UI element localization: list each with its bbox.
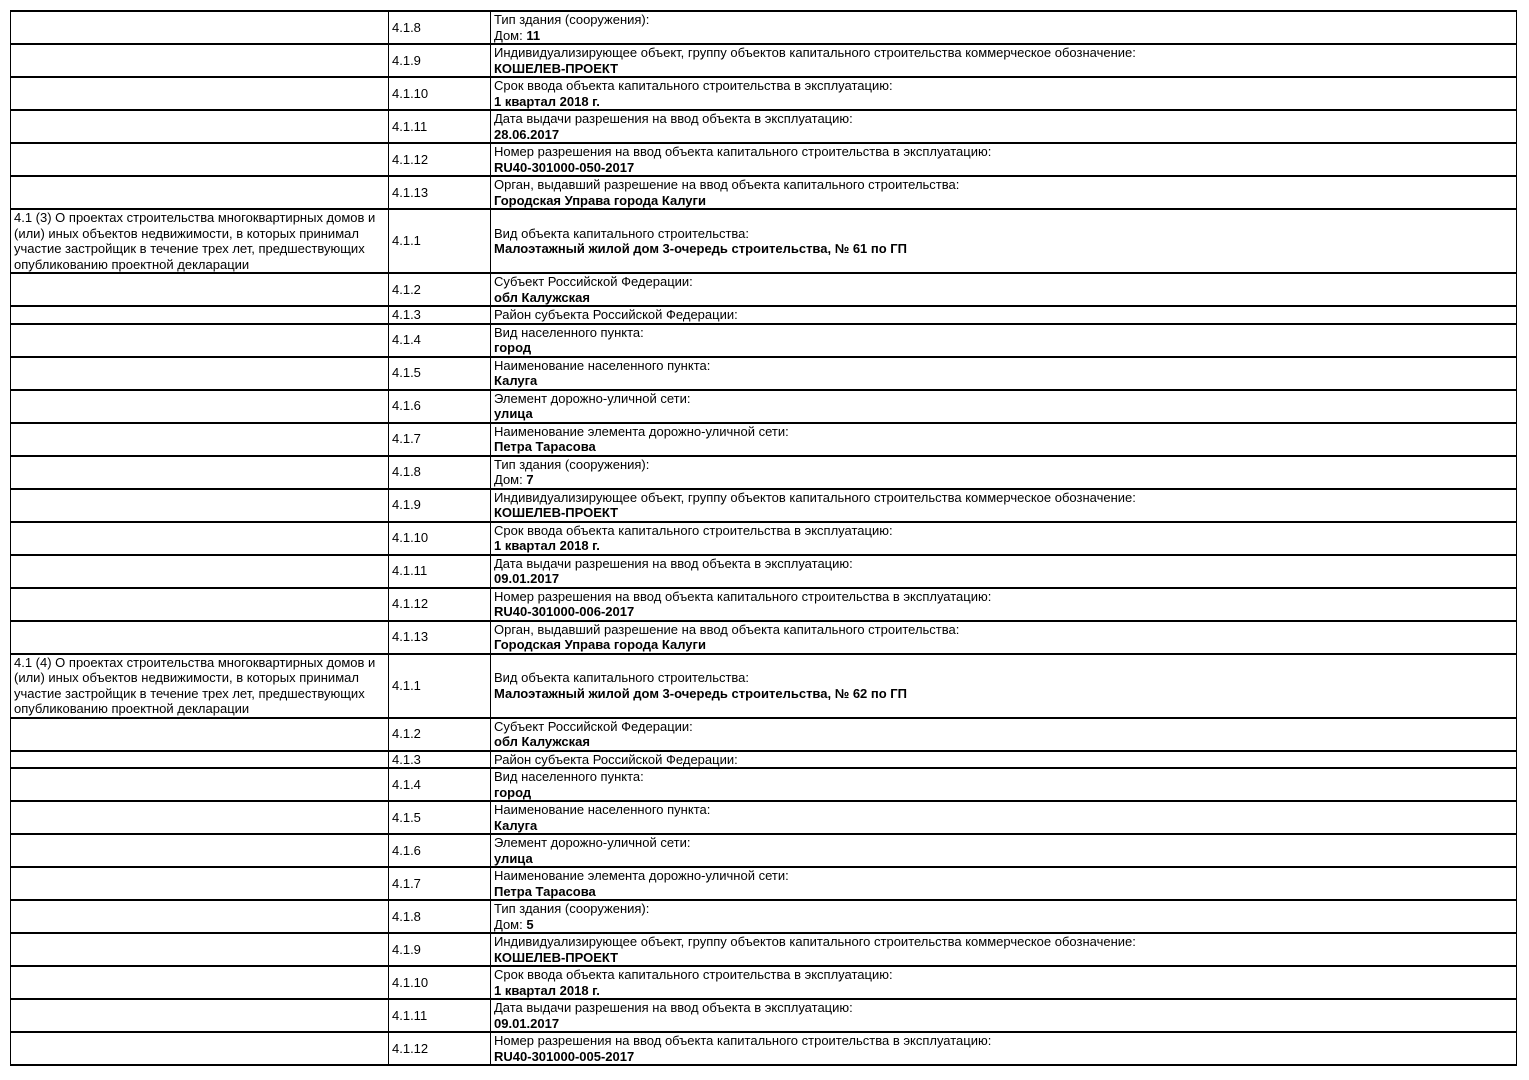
table-row: [11, 801, 1517, 834]
field-cell: [491, 423, 1517, 456]
table-row: [11, 867, 1517, 900]
table-row: [11, 209, 1517, 273]
field-value-line: [494, 472, 1513, 488]
field-value-line: [494, 290, 1513, 306]
field-cell: [491, 176, 1517, 209]
table-row: [11, 522, 1517, 555]
field-value-line: [494, 160, 1513, 176]
section-description-empty-cell: [11, 44, 389, 77]
section-description-empty-cell: [11, 11, 389, 44]
section-description-empty-cell: [11, 801, 389, 834]
field-label: Срок ввода объекта капитального строительства в эксплуатацию:: [494, 522, 893, 538]
section-description-empty-cell: [11, 834, 389, 867]
field-cell: [491, 143, 1517, 176]
field-value: город: [494, 784, 532, 800]
section-description-empty-cell: [11, 306, 389, 324]
row-number: 4.1.12: [389, 1032, 491, 1065]
table-row: [11, 751, 1517, 769]
section-description-empty-cell: [11, 273, 389, 306]
field-value-line: [494, 851, 1513, 867]
field-label: Вид населенного пункта:: [494, 324, 644, 340]
field-cell: [491, 273, 1517, 306]
field-cell: [491, 77, 1517, 110]
table-row: [11, 11, 1517, 44]
field-value: Калуга: [494, 373, 538, 388]
field-cell: [491, 11, 1517, 44]
field-value-line: [494, 604, 1513, 620]
table-row: [11, 306, 1517, 324]
field-value: обл Калужская: [494, 734, 590, 749]
field-value: RU40-301000-050-2017: [494, 159, 635, 175]
section-description-empty-cell: [11, 933, 389, 966]
row-number: 4.1.8: [389, 11, 491, 44]
row-number: 4.1.3: [389, 306, 491, 324]
table-row: [11, 110, 1517, 143]
section-description-empty-cell: [11, 77, 389, 110]
section-description-empty-cell: [11, 867, 389, 900]
field-value: КОШЕЛЕВ-ПРОЕКТ: [494, 949, 619, 965]
field-cell: [491, 801, 1517, 834]
field-value-line: [494, 241, 1513, 257]
section-description: 4.1 (4) О проектах строительства многоквартирных домов и (или) иных объектов недвижимости, в которых принимал участие застройщик в течение трех лет, предшествующих опубликованию проектной декларации: [11, 654, 389, 718]
field-value: улица: [494, 850, 533, 866]
field-label: Номер разрешения на ввод объекта капитального строительства в эксплуатацию:: [494, 144, 992, 159]
section-description-empty-cell: [11, 456, 389, 489]
field-label: Номер разрешения на ввод объекта капитального строительства в эксплуатацию:: [494, 588, 992, 604]
declaration-table-body: [11, 11, 1517, 1065]
field-cell: [491, 999, 1517, 1032]
section-description-empty-cell: [11, 751, 389, 769]
field-value: 11: [526, 27, 541, 43]
row-number: 4.1.13: [389, 176, 491, 209]
row-number: 4.1.9: [389, 489, 491, 522]
field-value: город: [494, 340, 532, 355]
field-value: Калуга: [494, 817, 538, 833]
row-number: 4.1.11: [389, 555, 491, 588]
field-value: улица: [494, 406, 533, 421]
row-number: 4.1.7: [389, 423, 491, 456]
table-row: [11, 143, 1517, 176]
field-value: Петра Тарасова: [494, 439, 596, 454]
field-cell: [491, 966, 1517, 999]
table-row: [11, 324, 1517, 357]
section-description-empty-cell: [11, 768, 389, 801]
field-label: Район субъекта Российской Федерации:: [494, 751, 738, 767]
field-value: 5: [526, 916, 534, 932]
section-description-empty-cell: [11, 621, 389, 654]
field-label: Наименование элемента дорожно-уличной сети:: [494, 423, 789, 439]
field-cell: [491, 324, 1517, 357]
field-value: КОШЕЛЕВ-ПРОЕКТ: [494, 60, 619, 76]
field-cell: [491, 110, 1517, 143]
table-row: [11, 423, 1517, 456]
field-label: Тип здания (сооружения):: [494, 12, 650, 27]
field-cell: [491, 209, 1517, 273]
field-cell: [491, 768, 1517, 801]
row-number: 4.1.9: [389, 44, 491, 77]
field-label: Субъект Российской Федерации:: [494, 718, 693, 734]
field-cell: [491, 306, 1517, 324]
row-number: 4.1.10: [389, 77, 491, 110]
row-number: 4.1.7: [389, 867, 491, 900]
section-description-empty-cell: [11, 966, 389, 999]
table-row: [11, 834, 1517, 867]
field-value-line: [494, 193, 1513, 209]
field-value: Петра Тарасова: [494, 883, 596, 899]
field-value: Малоэтажный жилой дом 3-очередь строительства, № 62 по ГП: [494, 685, 908, 701]
row-number: 4.1.11: [389, 110, 491, 143]
field-cell: [491, 489, 1517, 522]
field-label: Элемент дорожно-уличной сети:: [494, 835, 691, 850]
row-number: 4.1.1: [389, 654, 491, 718]
field-label: Орган, выдавший разрешение на ввод объекта капитального строительства:: [494, 621, 960, 637]
table-row: [11, 718, 1517, 751]
row-number: 4.1.4: [389, 324, 491, 357]
field-label: Индивидуализирующее объект, группу объектов капитального строительства коммерческое обозначение:: [494, 489, 1136, 505]
section-description-empty-cell: [11, 900, 389, 933]
section-description-empty-cell: [11, 489, 389, 522]
row-number: 4.1.3: [389, 751, 491, 769]
field-value: 1 квартал 2018 г.: [494, 982, 600, 998]
field-cell: [491, 751, 1517, 769]
field-value-line: [494, 884, 1513, 900]
table-row: [11, 588, 1517, 621]
field-cell: [491, 718, 1517, 751]
field-cell: [491, 867, 1517, 900]
field-value-line: [494, 1049, 1513, 1065]
field-cell: [491, 522, 1517, 555]
field-label: Орган, выдавший разрешение на ввод объекта капитального строительства:: [494, 177, 960, 192]
field-value-line: [494, 439, 1513, 455]
row-number: 4.1.1: [389, 209, 491, 273]
field-value: 1 квартал 2018 г.: [494, 93, 600, 109]
field-value: Малоэтажный жилой дом 3-очередь строительства, № 61 по ГП: [494, 241, 908, 256]
field-cell: [491, 1032, 1517, 1065]
field-value: 09.01.2017: [494, 571, 560, 586]
table-row: [11, 900, 1517, 933]
field-value-line: [494, 28, 1513, 44]
table-row: [11, 654, 1517, 718]
row-number: 4.1.5: [389, 357, 491, 390]
table-row: [11, 933, 1517, 966]
field-cell: [491, 456, 1517, 489]
field-label: Срок ввода объекта капитального строительства в эксплуатацию:: [494, 78, 893, 93]
field-label: Наименование элемента дорожно-уличной сети:: [494, 868, 789, 883]
row-number: 4.1.12: [389, 143, 491, 176]
field-label: Субъект Российской Федерации:: [494, 274, 693, 289]
field-value-line: [494, 538, 1513, 554]
row-number: 4.1.13: [389, 621, 491, 654]
field-value: Городская Управа города Калуги: [494, 637, 706, 652]
field-label: Вид объекта капитального строительства:: [494, 225, 750, 241]
table-row: [11, 966, 1517, 999]
field-label: Дата выдачи разрешения на ввод объекта в эксплуатацию:: [494, 1000, 853, 1015]
section-description-empty-cell: [11, 176, 389, 209]
field-label: Дата выдачи разрешения на ввод объекта в эксплуатацию:: [494, 555, 853, 571]
field-value-line: [494, 340, 1513, 356]
table-row: [11, 555, 1517, 588]
field-label: Район субъекта Российской Федерации:: [494, 307, 738, 322]
table-row: [11, 273, 1517, 306]
field-value: Городская Управа города Калуги: [494, 192, 706, 208]
section-description-empty-cell: [11, 522, 389, 555]
field-cell: [491, 44, 1517, 77]
row-number: 4.1.2: [389, 718, 491, 751]
table-row: [11, 357, 1517, 390]
row-number: 4.1.5: [389, 801, 491, 834]
field-value-line: [494, 1016, 1513, 1032]
field-value-line: [494, 734, 1513, 750]
row-number: 4.1.6: [389, 834, 491, 867]
table-row: [11, 768, 1517, 801]
field-value: 1 квартал 2018 г.: [494, 538, 600, 553]
field-label: Вид населенного пункта:: [494, 769, 644, 784]
section-description-empty-cell: [11, 999, 389, 1032]
row-number: 4.1.2: [389, 273, 491, 306]
field-value-line: [494, 94, 1513, 110]
field-label: Дата выдачи разрешения на ввод объекта в эксплуатацию:: [494, 111, 853, 126]
section-description-empty-cell: [11, 390, 389, 423]
field-value: RU40-301000-006-2017: [494, 604, 635, 619]
field-value: 28.06.2017: [494, 126, 560, 142]
row-number: 4.1.8: [389, 456, 491, 489]
field-label: Наименование населенного пункта:: [494, 357, 711, 373]
field-value-line: [494, 505, 1513, 521]
field-cell: [491, 933, 1517, 966]
table-row: [11, 489, 1517, 522]
section-description-empty-cell: [11, 143, 389, 176]
row-number: 4.1.10: [389, 522, 491, 555]
field-label: Индивидуализирующее объект, группу объектов капитального строительства коммерческое обозначение:: [494, 934, 1136, 949]
field-cell: [491, 555, 1517, 588]
field-cell: [491, 834, 1517, 867]
field-label: Наименование населенного пункта:: [494, 802, 711, 817]
field-value-line: [494, 950, 1513, 966]
table-row: [11, 999, 1517, 1032]
table-row: [11, 77, 1517, 110]
field-cell: [491, 390, 1517, 423]
field-value-line: [494, 983, 1513, 999]
field-value: обл Калужская: [494, 289, 590, 305]
field-value-line: [494, 61, 1513, 77]
field-label: Срок ввода объекта капитального строительства в эксплуатацию:: [494, 967, 893, 982]
field-value-prefix: Дом:: [494, 472, 527, 487]
field-value: КОШЕЛЕВ-ПРОЕКТ: [494, 505, 619, 520]
field-label: Номер разрешения на ввод объекта капитального строительства в эксплуатацию:: [494, 1033, 992, 1048]
project-declaration-table: [10, 10, 1517, 1066]
table-row: [11, 390, 1517, 423]
section-description-empty-cell: [11, 718, 389, 751]
field-label: Элемент дорожно-уличной сети:: [494, 390, 691, 406]
field-cell: [491, 900, 1517, 933]
field-value: 7: [526, 472, 534, 487]
field-label: Тип здания (сооружения):: [494, 456, 650, 472]
row-number: 4.1.11: [389, 999, 491, 1032]
field-value-prefix: Дом:: [494, 916, 527, 932]
field-value: RU40-301000-005-2017: [494, 1048, 635, 1064]
field-value: 09.01.2017: [494, 1015, 560, 1031]
field-label: Индивидуализирующее объект, группу объектов капитального строительства коммерческое обозначение:: [494, 45, 1136, 60]
section-description-empty-cell: [11, 357, 389, 390]
field-value-line: [494, 127, 1513, 143]
field-value-line: [494, 571, 1513, 587]
section-description-empty-cell: [11, 423, 389, 456]
table-row: [11, 176, 1517, 209]
row-number: 4.1.10: [389, 966, 491, 999]
section-description-empty-cell: [11, 588, 389, 621]
field-label: Тип здания (сооружения):: [494, 901, 650, 916]
row-number: 4.1.8: [389, 900, 491, 933]
row-number: 4.1.4: [389, 768, 491, 801]
field-label: Вид объекта капитального строительства:: [494, 670, 750, 685]
field-value-line: [494, 406, 1513, 422]
field-cell: [491, 357, 1517, 390]
field-value-line: [494, 373, 1513, 389]
row-number: 4.1.12: [389, 588, 491, 621]
field-cell: [491, 588, 1517, 621]
table-row: [11, 621, 1517, 654]
field-cell: [491, 621, 1517, 654]
field-value-line: [494, 637, 1513, 653]
field-value-line: [494, 785, 1513, 801]
row-number: 4.1.6: [389, 390, 491, 423]
section-description-empty-cell: [11, 110, 389, 143]
section-description: 4.1 (3) О проектах строительства многоквартирных домов и (или) иных объектов недвижимости, в которых принимал участие застройщик в течение трех лет, предшествующих опубликованию проектной декларации: [11, 209, 389, 273]
field-cell: [491, 654, 1517, 718]
section-description-empty-cell: [11, 555, 389, 588]
section-description-empty-cell: [11, 324, 389, 357]
field-value-prefix: Дом:: [494, 27, 527, 43]
table-row: [11, 1032, 1517, 1065]
field-value-line: [494, 818, 1513, 834]
row-number: 4.1.9: [389, 933, 491, 966]
field-value-line: [494, 686, 1513, 702]
section-description-empty-cell: [11, 1032, 389, 1065]
field-value-line: [494, 917, 1513, 933]
table-row: [11, 456, 1517, 489]
table-row: [11, 44, 1517, 77]
